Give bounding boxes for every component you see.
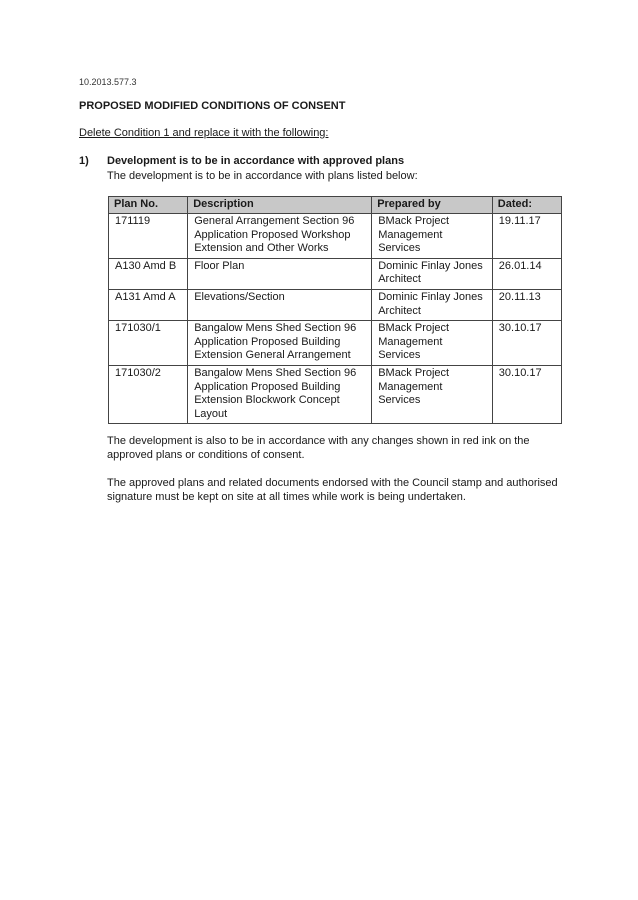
- header-plan-no: Plan No.: [109, 197, 188, 214]
- cell-prepared-by: Dominic Finlay Jones Architect: [372, 289, 493, 320]
- paragraph-plans-on-site: The approved plans and related documents endorsed with the Council stamp and authorised signature must be kept on site at all times while work is being undertaken.: [107, 477, 558, 503]
- table-row: [109, 321, 562, 366]
- cell-description: General Arrangement Section 96 Application Proposed Workshop Extension and Other Works: [188, 214, 372, 259]
- table-header-row: [109, 197, 562, 214]
- cell-description: Bangalow Mens Shed Section 96 Application Proposed Building Extension General Arrangement: [188, 321, 372, 366]
- table-row: [109, 365, 562, 423]
- cell-prepared-by: Dominic Finlay Jones Architect: [372, 258, 493, 289]
- condition-intro: The development is to be in accordance with plans listed below:: [107, 170, 418, 182]
- document-reference: 10.2013.577.3: [79, 77, 137, 87]
- cell-dated: 30.10.17: [492, 365, 561, 423]
- cell-prepared-by: BMack Project Management Services: [372, 321, 493, 366]
- header-description: Description: [188, 197, 372, 214]
- cell-prepared-by: BMack Project Management Services: [372, 214, 493, 259]
- cell-dated: 20.11.13: [492, 289, 561, 320]
- condition-title: Development is to be in accordance with approved plans: [107, 155, 405, 167]
- paragraph-red-ink-changes: The development is also to be in accordance with any changes shown in red ink on the approved plans or conditions of consent.: [107, 435, 530, 461]
- cell-description: Floor Plan: [188, 258, 372, 289]
- cell-plan-no: 171030/1: [109, 321, 188, 366]
- cell-prepared-by: BMack Project Management Services: [372, 365, 493, 423]
- cell-plan-no: 171119: [109, 214, 188, 259]
- instruction-text: Delete Condition 1 and replace it with the following:: [79, 127, 329, 139]
- cell-dated: 30.10.17: [492, 321, 561, 366]
- cell-plan-no: A130 Amd B: [109, 258, 188, 289]
- cell-plan-no: A131 Amd A: [109, 289, 188, 320]
- cell-plan-no: 171030/2: [109, 365, 188, 423]
- table-row: [109, 214, 562, 259]
- cell-dated: 19.11.17: [492, 214, 561, 259]
- cell-dated: 26.01.14: [492, 258, 561, 289]
- header-dated: Dated:: [492, 197, 561, 214]
- cell-description: Bangalow Mens Shed Section 96 Application Proposed Building Extension Blockwork Concept Layout: [188, 365, 372, 423]
- header-prepared-by: Prepared by: [372, 197, 493, 214]
- condition-number: 1): [79, 155, 89, 167]
- approved-plans-table: [108, 196, 562, 424]
- cell-description: Elevations/Section: [188, 289, 372, 320]
- table-row: [109, 289, 562, 320]
- document-heading: PROPOSED MODIFIED CONDITIONS OF CONSENT: [79, 100, 346, 112]
- table-row: [109, 258, 562, 289]
